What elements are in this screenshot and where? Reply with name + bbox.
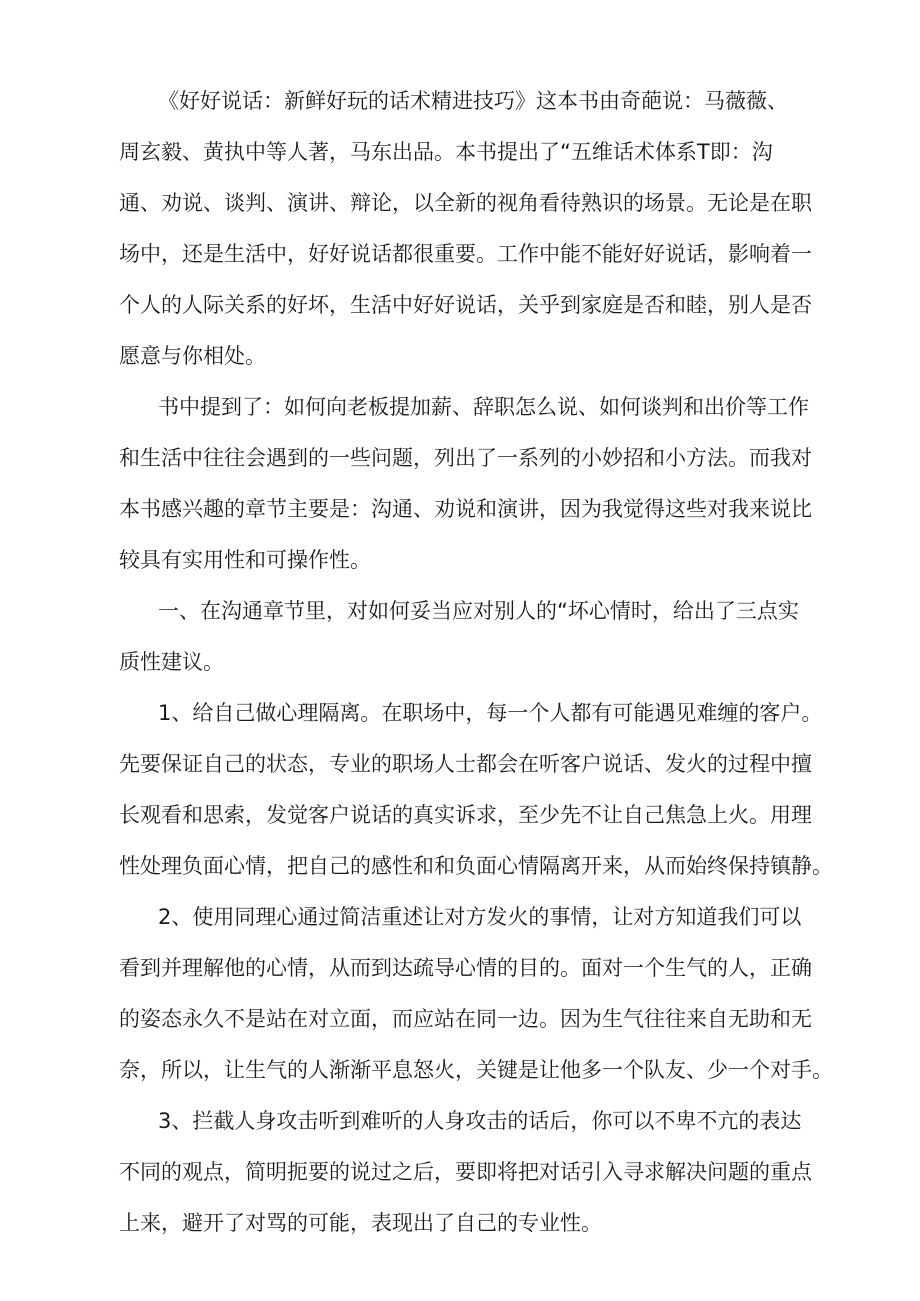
paragraph-2-line-3: 本书感兴趣的章节主要是：沟通、劝说和演讲，因为我觉得这些对我来说比 [119,497,812,521]
paragraph-5-line-3: 的姿态永久不是站在对立面，而应站在同一边。因为生气往往来自无助和无 [119,1007,812,1031]
paragraph-5-line-1: 2、使用同理心通过简洁重述让对方发火的事情，让对方知道我们可以 [158,905,802,929]
paragraph-4-line-4: 性处理负面心情，把自己的感性和和负面心情隔离开来，从而始终保持镇静。 [119,854,833,878]
paragraph-6-line-2: 不同的观点，简明扼要的说过之后，要即将把对话引入寻求解决问题的重点 [119,1160,812,1184]
paragraph-5-line-4: 奈，所以，让生气的人渐渐平息怒火，关键是让他多一个队友、少一个对手。 [119,1058,833,1082]
paragraph-4-line-2: 先要保证自己的状态，专业的职场人士都会在听客户说话、发火的过程中擅 [119,752,812,776]
paragraph-2-line-1: 书中提到了：如何向老板提加薪、辞职怎么说、如何谈判和出价等工作 [158,395,809,419]
paragraph-5-line-2: 看到并理解他的心情，从而到达疏导心情的目的。面对一个生气的人，正确 [119,956,812,980]
paragraph-1-line-3: 通、劝说、谈判、演讲、辩论，以全新的视角看待熟识的场景。无论是在职 [119,191,812,215]
paragraph-1-line-5: 个人的人际关系的好坏，生活中好好说话，关乎到家庭是否和睦，别人是否 [119,293,812,317]
paragraph-6-line-1: 3、拦截人身攻击听到难听的人身攻击的话后，你可以不卑不亢的表达 [158,1109,802,1133]
paragraph-1-line-1: 《好好说话：新鲜好玩的话术精进技巧》这本书由奇葩说：马薇薇、 [158,89,788,113]
paragraph-2-line-4: 较具有实用性和可操作性。 [119,548,371,572]
paragraph-6-line-3: 上来，避开了对骂的可能，表现出了自己的专业性。 [119,1211,602,1235]
paragraph-1-line-6: 愿意与你相处。 [119,344,266,368]
paragraph-2-line-2: 和生活中往往会遇到的一些问题，列出了一系列的小妙招和小方法。而我对 [119,446,812,470]
paragraph-1-line-4: 场中，还是生活中，好好说话都很重要。工作中能不能好好说话，影响着一 [119,242,812,266]
paragraph-4-line-3: 长观看和思索，发觉客户说话的真实诉求，至少先不让自己焦急上火。用理 [119,803,812,827]
paragraph-3-line-1: 一、在沟通章节里，对如何妥当应对别人的“坏心情时，给出了三点实 [158,599,799,623]
paragraph-3-line-2: 质性建议。 [119,650,224,674]
paragraph-4-line-1: 1、给自己做心理隔离。在职场中，每一个人都有可能遇见难缠的客户。 [158,701,823,725]
paragraph-1-line-2: 周玄毅、黄执中等人著，马东出品。本书提出了“五维话术体系T即：沟 [119,140,773,164]
